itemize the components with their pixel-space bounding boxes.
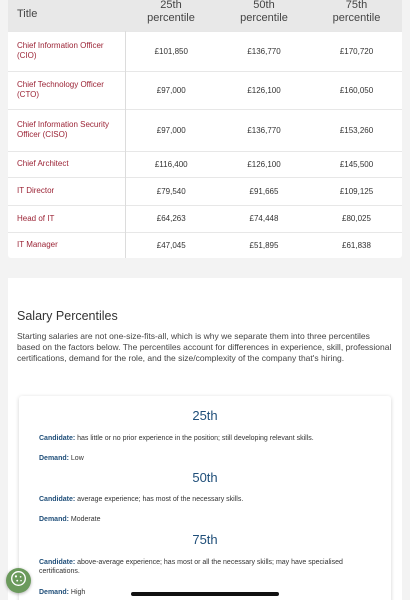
column-header-50th-line2: percentile [240, 11, 288, 24]
cookie-settings-button[interactable] [6, 568, 31, 593]
salary-75th-cell: £160,050 [311, 71, 402, 109]
table-row [8, 31, 402, 71]
candidate-text: above-average experience; has most or all the necessary skills; may have specialised certifications. [39, 559, 343, 575]
table-body [8, 31, 402, 258]
salary-25th-cell: £97,000 [125, 71, 217, 109]
salary-50th-cell: £126,100 [217, 151, 311, 177]
percentile-candidate-25th [39, 434, 374, 443]
salary-75th-cell: £80,025 [311, 205, 402, 232]
job-title-link[interactable]: IT Manager [8, 232, 125, 258]
column-header-75th-line1: 75th [345, 0, 368, 11]
demand-label: Demand: [39, 455, 69, 462]
salary-50th-cell: £74,448 [217, 205, 311, 232]
percentile-demand-25th [39, 454, 374, 463]
job-title-link[interactable]: Chief Architect [8, 151, 125, 177]
column-header-75th-line2: percentile [332, 11, 381, 24]
job-title-link[interactable]: Head of IT [8, 205, 125, 232]
section-title: Salary Percentiles [17, 309, 118, 323]
salary-25th-cell: £116,400 [125, 151, 217, 177]
salary-25th-cell: £79,540 [125, 177, 217, 205]
salary-table-card [8, 0, 402, 258]
salary-75th-cell: £145,500 [311, 151, 402, 177]
salary-25th-cell: £64,263 [125, 205, 217, 232]
column-header-50th [217, 0, 311, 31]
salary-75th-cell: £170,720 [311, 31, 402, 71]
salary-percentiles-section [8, 278, 402, 600]
table-row [8, 151, 402, 177]
salary-50th-cell: £51,895 [217, 232, 311, 258]
job-title-link[interactable]: Chief Technology Officer (CTO) [8, 71, 125, 109]
table-row [8, 71, 402, 109]
column-header-50th-line1: 50th [253, 0, 275, 11]
salary-25th-cell: £101,850 [125, 31, 217, 71]
salary-50th-cell: £126,100 [217, 71, 311, 109]
percentile-heading-25th: 25th [192, 408, 218, 423]
percentile-demand-50th [39, 515, 374, 524]
candidate-text: has little or no prior experience in the position; still developing relevant skills. [77, 435, 314, 442]
percentiles-card [19, 396, 391, 600]
cookie-icon [10, 570, 27, 592]
table-row [8, 177, 402, 205]
salary-75th-cell: £153,260 [311, 109, 402, 151]
demand-text: Moderate [70, 516, 101, 523]
column-header-25th [125, 0, 217, 31]
candidate-label: Candidate: [39, 559, 76, 566]
salary-50th-cell: £91,665 [217, 177, 311, 205]
candidate-label: Candidate: [39, 496, 76, 503]
salary-50th-cell: £136,770 [217, 31, 311, 71]
demand-text: High [70, 589, 86, 596]
job-title-link[interactable]: IT Director [8, 177, 125, 205]
column-header-25th-line2: percentile [147, 11, 195, 24]
salary-table [8, 0, 402, 258]
candidate-label: Candidate: [39, 435, 76, 442]
candidate-text: average experience; has most of the necessary skills. [77, 496, 244, 503]
column-header-75th [311, 0, 402, 31]
percentile-candidate-75th [39, 558, 374, 576]
demand-label: Demand: [39, 589, 69, 596]
table-row [8, 109, 402, 151]
table-row [8, 232, 402, 258]
salary-25th-cell: £97,000 [125, 109, 217, 151]
salary-25th-cell: £47,045 [125, 232, 217, 258]
column-header-25th-line1: 25th [160, 0, 182, 11]
percentile-heading-50th: 50th [192, 470, 218, 485]
salary-75th-cell: £109,125 [311, 177, 402, 205]
table-row [8, 205, 402, 232]
percentile-heading-75th: 75th [192, 532, 218, 547]
demand-text: Low [70, 455, 84, 462]
job-title-link[interactable]: Chief Information Officer (CIO) [8, 31, 125, 71]
table-header [8, 0, 402, 31]
percentile-candidate-50th [39, 495, 374, 504]
column-header-title: Title [8, 0, 125, 31]
job-title-link[interactable]: Chief Information Security Officer (CISO) [8, 109, 125, 151]
salary-50th-cell: £136,770 [217, 109, 311, 151]
section-description: Starting salaries are not one-size-fits-all, which is why we separate them into three percentiles based on the factors below. The percentiles account for differences in experience, skill, professional certifications, demand for the role, and the size/complexity of the company that's hiring. [17, 331, 392, 363]
demand-label: Demand: [39, 516, 69, 523]
home-indicator [131, 592, 279, 596]
salary-75th-cell: £61,838 [311, 232, 402, 258]
